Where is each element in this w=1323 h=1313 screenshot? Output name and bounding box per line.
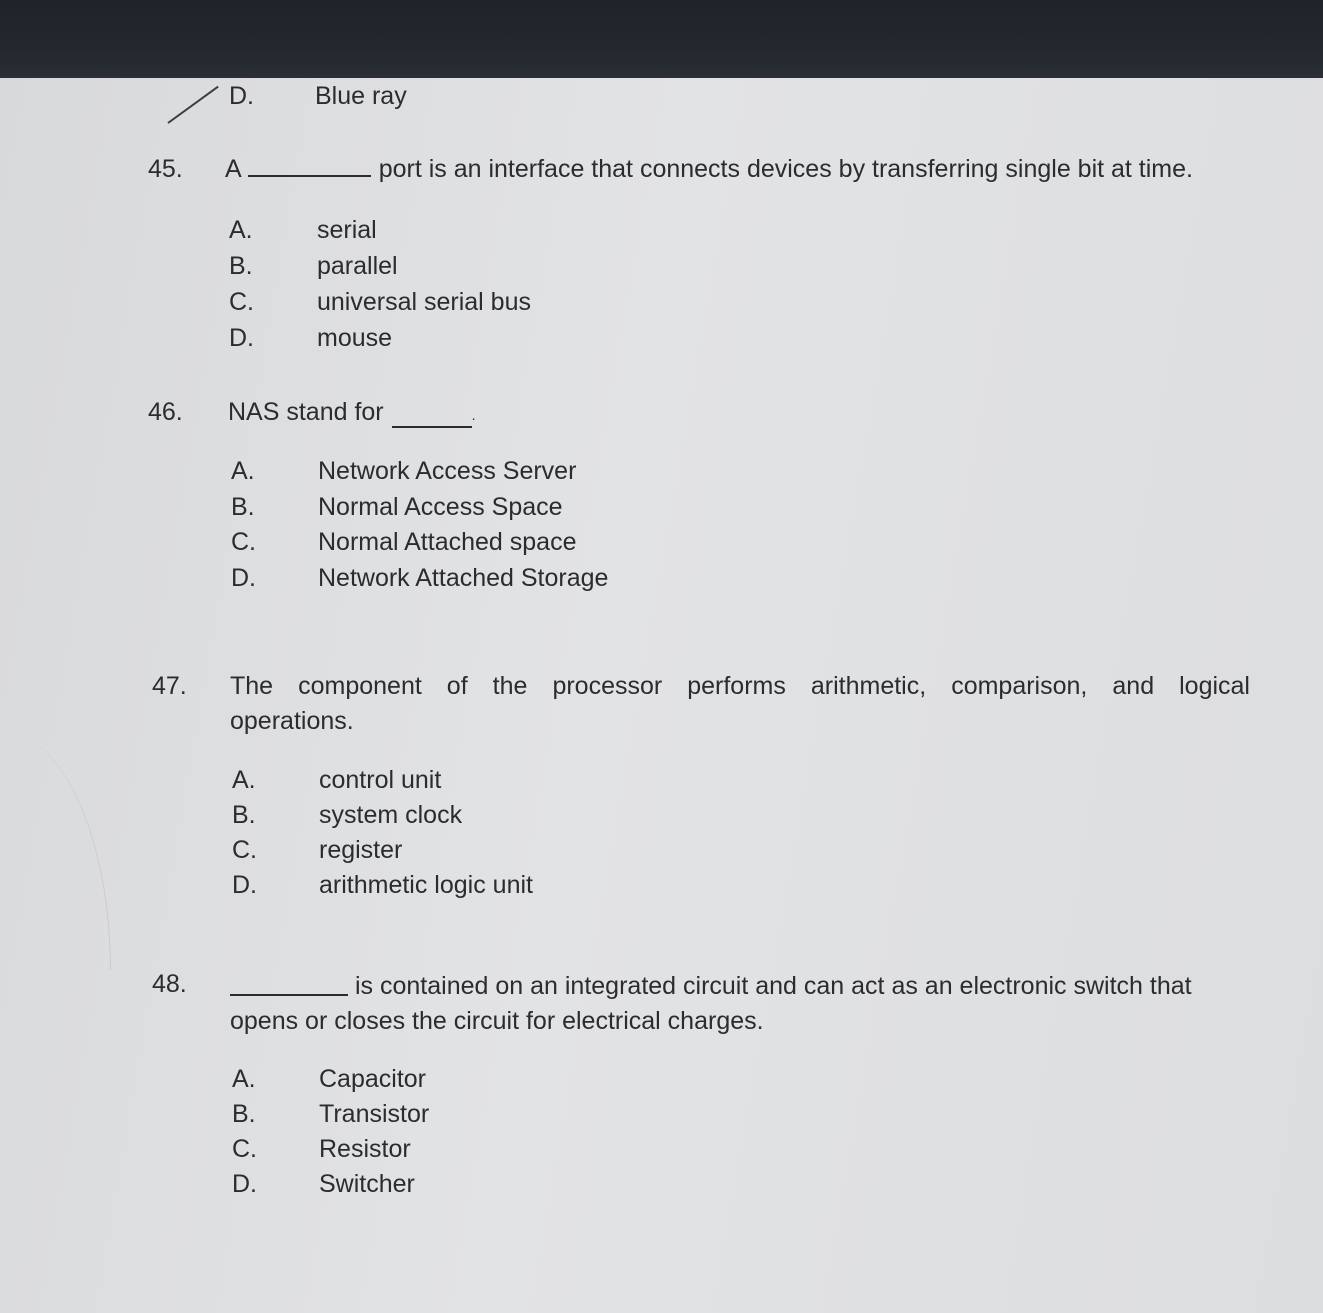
option-c-letter: C. — [231, 528, 256, 556]
option-b-letter: B. — [229, 252, 253, 280]
question-suffix: port is an interface that connects devices by transferring single bit at time. — [378, 155, 1193, 183]
option-c-letter: C. — [229, 288, 254, 316]
option-a-text: Capacitor — [319, 1065, 426, 1093]
prev-option-letter: D. — [229, 82, 254, 110]
option-d-text: Network Attached Storage — [318, 564, 609, 592]
option-b-text: Transistor — [319, 1100, 430, 1128]
answer-blank — [248, 175, 371, 177]
question-number: 45. — [148, 155, 183, 183]
question-text-line-2: operations. — [230, 707, 354, 735]
option-c-letter: C. — [232, 836, 257, 864]
option-d-letter: D. — [231, 564, 256, 592]
option-c-text: Resistor — [319, 1135, 411, 1163]
question-text-line-1: The component of the processor performs arithmetic, comparison, and logical — [230, 672, 1250, 700]
option-a-letter: A. — [232, 766, 256, 794]
question-number: 46. — [148, 398, 183, 426]
question-number: 48. — [152, 970, 187, 998]
option-c-text: universal serial bus — [317, 288, 531, 316]
option-d-text: mouse — [317, 324, 393, 352]
option-a-letter: A. — [231, 457, 255, 485]
option-a-letter: A. — [232, 1065, 256, 1093]
option-c-text: register — [319, 836, 403, 864]
option-c-letter: C. — [232, 1135, 257, 1163]
option-a-letter: A. — [229, 216, 253, 244]
question-text — [228, 400, 476, 425]
option-a-text: serial — [317, 216, 377, 244]
question-text-line-2: opens or closes the circuit for electrical charges. — [230, 1007, 764, 1035]
question-number: 47. — [152, 672, 187, 700]
option-d-letter: D. — [232, 1170, 257, 1198]
option-a-text: control unit — [319, 766, 442, 794]
option-d-letter: D. — [229, 324, 254, 352]
option-b-text: Normal Access Space — [318, 493, 563, 521]
option-b-letter: B. — [232, 801, 256, 829]
option-a-text: Network Access Server — [318, 457, 577, 485]
monitor-bezel — [0, 0, 1323, 82]
option-b-letter: B. — [232, 1100, 256, 1128]
question-prefix: NAS stand for — [228, 398, 384, 426]
question-text — [225, 157, 1193, 182]
option-d-letter: D. — [232, 871, 257, 899]
option-d-text: arithmetic logic unit — [319, 871, 533, 899]
answer-blank — [230, 994, 348, 996]
answer-blank — [392, 426, 472, 428]
option-b-text: parallel — [317, 252, 398, 280]
option-b-text: system clock — [319, 801, 463, 829]
question-suffix: . — [471, 407, 476, 423]
question-text-line-1: is contained on an integrated circuit and can act as an electronic switch that — [355, 972, 1192, 1000]
option-c-text: Normal Attached space — [318, 528, 577, 556]
option-b-letter: B. — [231, 493, 255, 521]
question-prefix: A — [225, 155, 242, 183]
option-d-text: Switcher — [319, 1170, 415, 1198]
prev-option-text: Blue ray — [315, 82, 407, 110]
